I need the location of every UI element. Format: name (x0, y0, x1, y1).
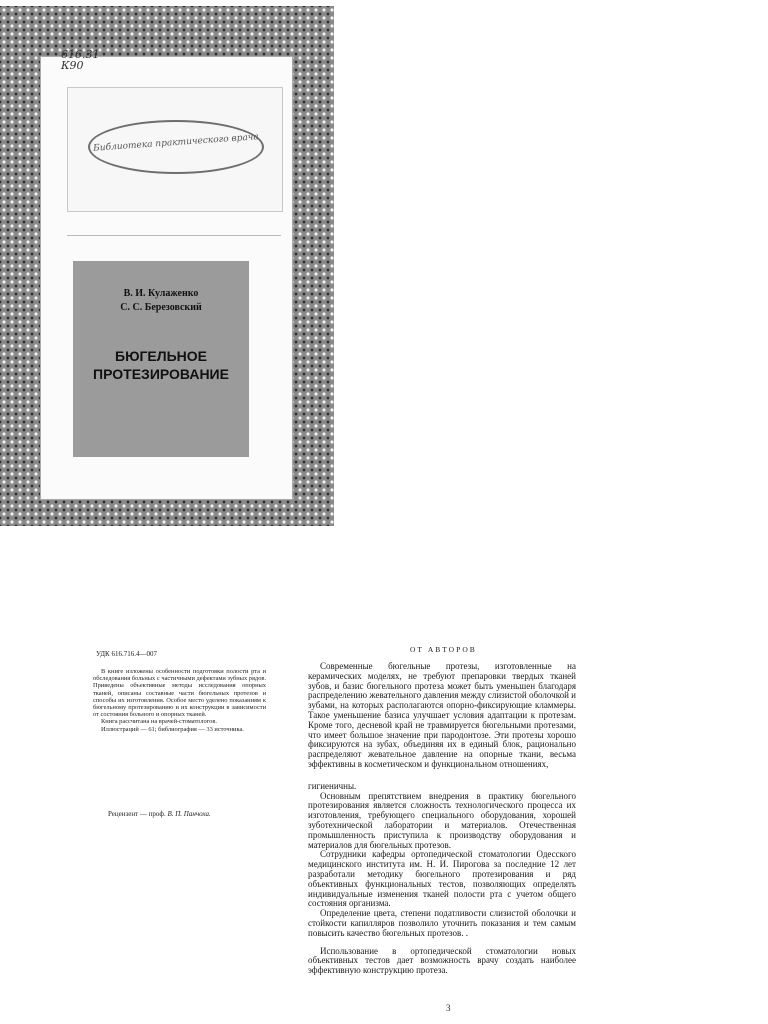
shelf-mark-line-1: 616.31 (61, 48, 100, 61)
reviewer-line (108, 810, 211, 818)
series-emblem-box (67, 87, 283, 212)
udk-code: УДК 616.716.4—007 (96, 650, 157, 658)
preface-heading: ОТ АВТОРОВ (410, 645, 477, 654)
preface-paragraph-1: Современные бюгельные протезы, изготовленные на керамических моделях, не требуют препаровки твердых тканей зубов, и базис бюгельного протеза может быть уменьшен благодаря распределению жевательного давления между слизистой оболочкой и зубами, на которых располагаются опорно-фиксирующие кламмеры. Такое уменьшение базиса улучшает условия адаптации к протезам. Кроме того, десневой край не травмируется бюгельными протезами, что имеет большое значение при пародонтозе. Эти протезы хорошо фиксируются на зубах, объединяя их в единый блок, рационально распределяют жевательное давление на опорные ткани, весьма эффективны в косметическом и функциональном отношениях, (308, 661, 576, 769)
book-title-line-2: ПРОТЕЗИРОВАНИЕ (93, 366, 229, 382)
preface-body (308, 662, 576, 976)
book-annotation (93, 668, 266, 733)
book-title (73, 347, 249, 383)
preface-paragraph-3: Сотрудники кафедры ортопедической стоматологии Одесского медицинского института им. Н. И. Пирогова за последние 12 лет разработали методику бюгельного протезирования и ряд объективных функциональных тестов, позволяющих определять индивидуальные изменения тканей полости рта с учетом общего состояния организма. (308, 849, 576, 909)
cover-divider (67, 235, 281, 236)
book-title-line-1: БЮГЕЛЬНОЕ (115, 348, 207, 364)
preface-paragraph-1-end: гигиеничны. (308, 780, 357, 791)
preface-paragraph-4: Определение цвета, степени податливости слизистой оболочки и стойкости капилляров позволило уточнить показания и тем самым повысить качество бюгельных протезов. . (308, 908, 576, 938)
annotation-paragraph: В книге изложены особенности подготовки полости рта и обследования больных с частичными дефектами зубных рядов. Приведены объективные методы исследования опорных тканей, описаны составные части бюгельных протезов и способы их изготовления. Особое место уделено показаниям к бюгельному протезированию и их конструкции в зависимости от состояния больного и опорных тканей. (93, 668, 266, 719)
book-cover (0, 6, 334, 526)
page-number: 3 (446, 1003, 451, 1013)
library-shelf-mark (61, 49, 121, 71)
reviewer-name: В. П. Панчоха. (167, 810, 211, 818)
shelf-mark-line-2: К90 (61, 59, 84, 72)
annotation-audience: Книга рассчитана на врачей-стоматологов. (101, 718, 217, 726)
series-name: Библиотека практического врача (92, 132, 260, 154)
series-oval (88, 120, 264, 174)
cover-panel (40, 48, 293, 500)
cover-title-box (73, 261, 249, 457)
author-1: В. И. Кулаженко (123, 288, 199, 299)
annotation-stats: Иллюстраций — 61; библиография — 33 источника. (101, 725, 244, 733)
reviewer-prefix: Рецензент — проф. (108, 810, 166, 818)
cover-authors (73, 287, 249, 315)
author-2: С. С. Березовский (120, 302, 202, 313)
preface-paragraph-2: Основным препятствием внедрения в практику бюгельного протезирования является сложность технологического процесса их изготовления, требующего специального оборудования, хорошей зуботехнической лаборатории и материалов. Отечественная промышленность приступила к производству оборудования и материалов для бюгельных протезов. (308, 790, 576, 850)
preface-paragraph-5: Использование в ортопедической стоматологии новых объективных тестов дает возможность врачу создать наиболее эффективную конструкцию протеза. (308, 945, 576, 976)
